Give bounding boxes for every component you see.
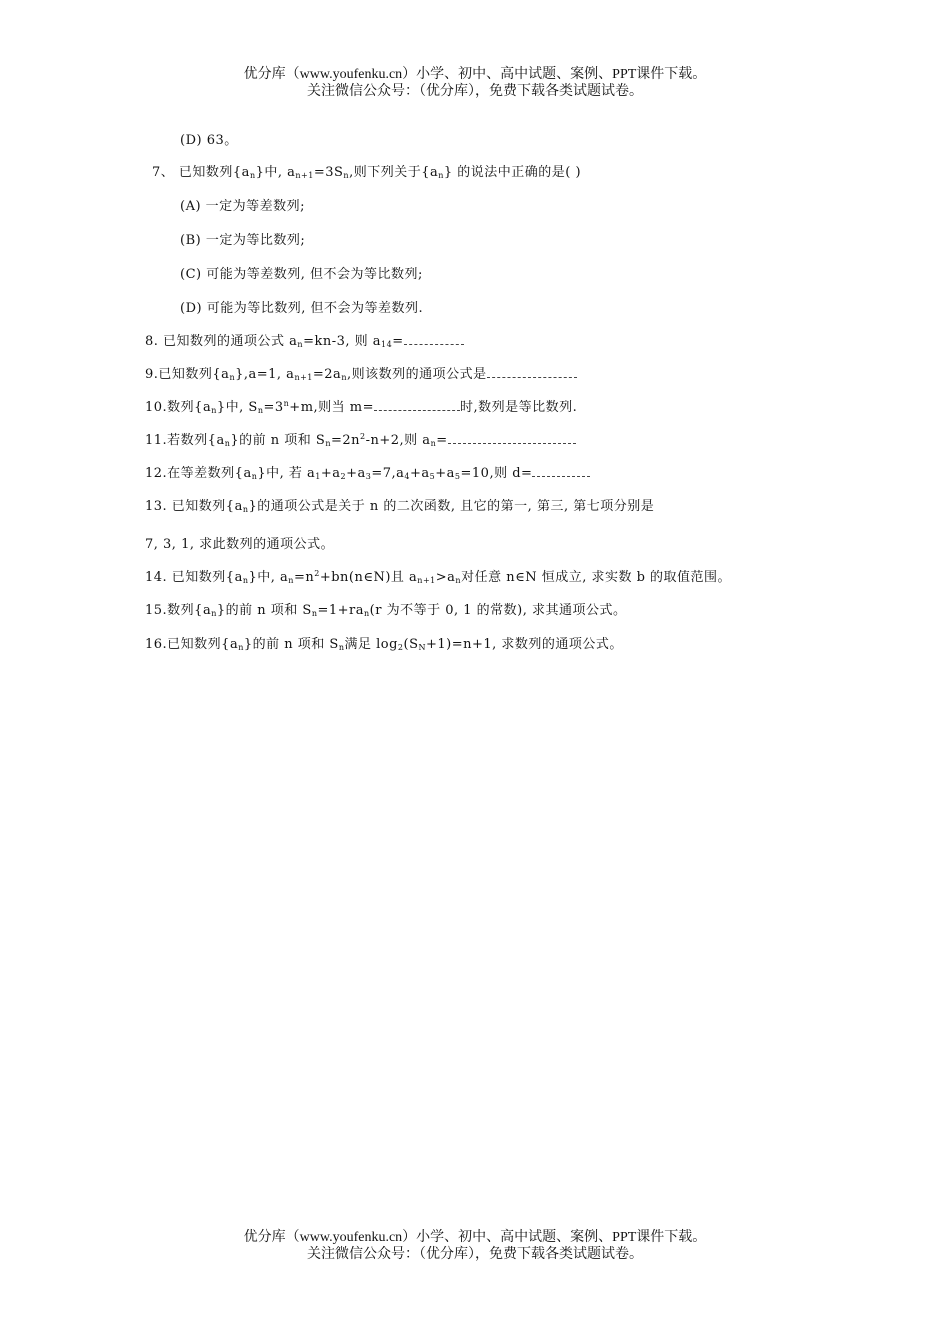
question-7: 7、 已知数列$\{a_n\}$中, $a_{n+1}=3S_n$,则下列关于$\{a_n\}$ 的说法中正确的是( ) [152, 165, 582, 180]
question-14: 14. 已知数列$\{a_n\}$中, $a_n=n^2+bn(n\in N)$且 $a_{n+1}>a_n$对任意 n∈N 恒成立, 求实数 b 的取值范围。 [145, 569, 732, 585]
question6-option-d: (D) 63。 [180, 133, 238, 148]
header-banner-line2: 关注微信公众号：（优分库），免费下载各类试题试卷。 [307, 84, 643, 99]
question-13-line1: 13. 已知数列$\{a_n\}$的通项公式是关于 n 的二次函数, 且它的第一, 第三, 第七项分别是 [145, 499, 655, 514]
question7-option-c: (C) 可能为等差数列, 但不会为等比数列; [180, 267, 423, 282]
header-banner [0, 66, 950, 100]
answer-blank [487, 367, 577, 378]
question-9: 9.已知数列$\{a_n\},a=1$, $a_{n+1}=2a_n$,则该数列的通项公式是 [145, 363, 577, 382]
answer-blank [448, 433, 576, 444]
header-banner-line1: 优分库（www.youfenku.cn）小学、初中、高中试题、案例、PPT课件下载。 [243, 67, 707, 82]
answer-blank [532, 466, 590, 477]
footer-banner-line2: 关注微信公众号：（优分库），免费下载各类试题试卷。 [307, 1247, 643, 1262]
question-15: 15.数列$\{a_n\}$的前 n 项和 $S_n=1+ra_n(r$ 为不等于 0, 1 的常数), 求其通项公式。 [145, 603, 627, 618]
question-13-line2: 7, 3, 1, 求此数列的通项公式。 [145, 537, 335, 552]
question-8: 8. 已知数列的通项公式 $a_n=kn-3$, 则 $a_{14}=$ [145, 330, 464, 349]
question-11: 11.若数列$\{a_n\}$的前 n 项和 $S_n=2n^2-n+2$,则 $a_n=$ [145, 429, 576, 448]
footer-banner [0, 1229, 950, 1263]
footer-banner-line1: 优分库（www.youfenku.cn）小学、初中、高中试题、案例、PPT课件下载。 [243, 1230, 707, 1245]
question7-option-a: (A) 一定为等差数列; [180, 199, 306, 214]
question-16: 16.已知数列$\{a_n\}$的前 n 项和 $S_n$满足 $\log_2(S_N+1)=n+1$, 求数列的通项公式。 [145, 637, 623, 652]
question7-option-b: (B) 一定为等比数列; [180, 233, 306, 248]
question-12: 12.在等差数列$\{a_n\}$中, 若 $a_1+a_2+a_3=7,a_4+a_5+a_5=10$,则 d= [145, 462, 590, 481]
answer-blank [374, 400, 460, 411]
answer-blank [404, 334, 464, 345]
question7-option-d: (D) 可能为等比数列, 但不会为等差数列. [180, 301, 424, 316]
question-10: 10.数列$\{a_n\}$中, $S_n=3^n+m$,则当 m= 时,数列是等比数列. [145, 399, 578, 415]
